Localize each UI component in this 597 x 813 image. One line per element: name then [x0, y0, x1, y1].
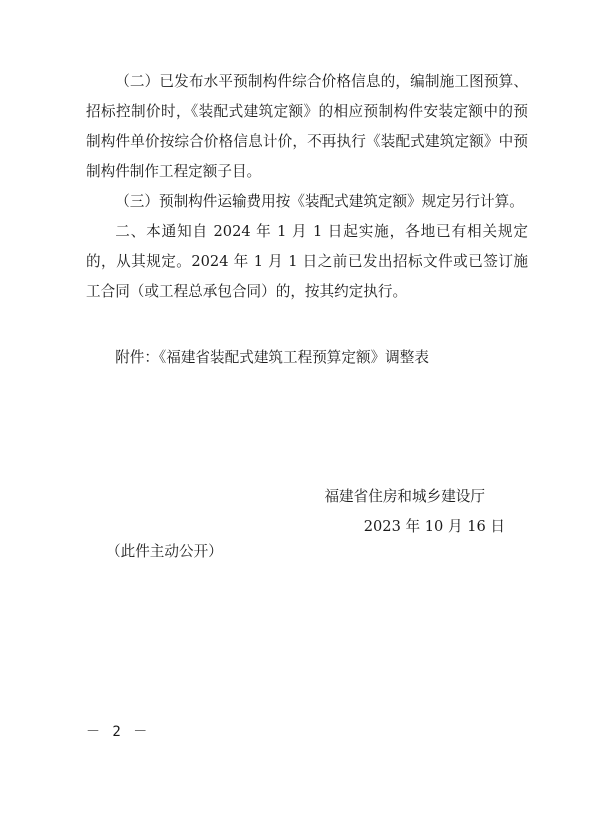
page-number: － 2 － [86, 724, 150, 740]
publicity-note: （此件主动公开） [106, 543, 223, 560]
attachment-line: 附件：《福建省装配式建筑工程预算定额》调整表 [115, 349, 429, 366]
paragraph-prefab-price: （二）已发布水平预制构件综合价格信息的，编制施工图预算、招标控制价时，《装配式建筑定额》的相应预制构件安装定额中的预制构件单价按综合价格信息计价，不再执行《装配式建筑定额》中预制构件制作工程定额子目。 [86, 73, 528, 180]
paragraph-effective-date: 二、本通知自 2024 年 1 月 1 日起实施，各地已有相关规定的，从其规定。2024 年 1 月 1 日之前已发出招标文件或已签订施工合同（或工程总承包合同）的，按其约定执行。 [86, 223, 528, 300]
paragraph-transport-cost: （三）预制构件运输费用按《装配式建筑定额》规定另行计算。 [115, 193, 524, 210]
issue-date: 2023 年 10 月 16 日 [363, 518, 505, 535]
issuing-organization: 福建省住房和城乡建设厅 [324, 488, 485, 505]
signature-block [324, 482, 505, 542]
document-body [86, 67, 528, 307]
